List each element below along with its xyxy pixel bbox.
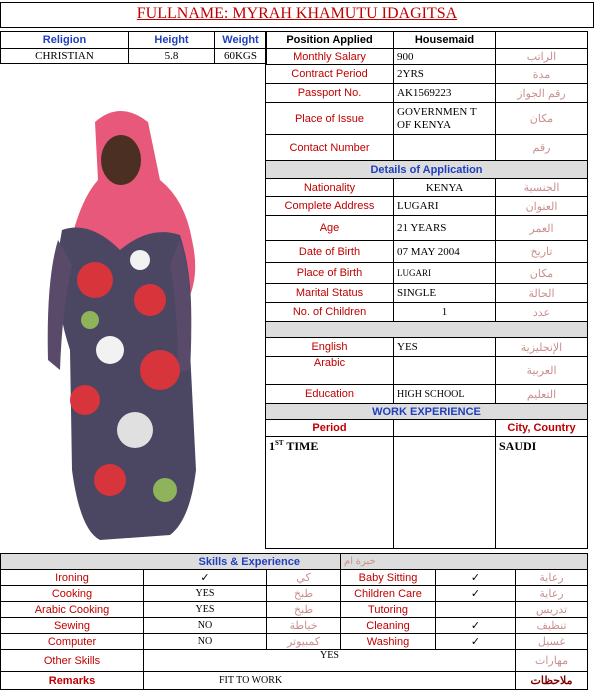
skill-tutoring-label: Tutoring: [341, 602, 436, 618]
skill-ironing-value: ✓: [144, 570, 267, 586]
english-label: English: [266, 338, 394, 357]
skills-title-arabic: خبرة ام: [341, 554, 588, 570]
work-period-number: 1: [269, 439, 275, 453]
other-skills-label: Other Skills: [1, 650, 144, 672]
dob-arabic: تاريخ: [496, 241, 588, 263]
dob-value: 07 MAY 2004: [394, 241, 496, 263]
skill-sewing-label: Sewing: [1, 618, 144, 634]
remarks-label: Remarks: [1, 672, 144, 690]
pob-label: Place of Birth: [266, 263, 394, 284]
position-label: Position Applied: [266, 32, 394, 49]
english-arabic: الإنجليزية: [496, 338, 588, 357]
passport-value: AK1569223: [394, 84, 496, 103]
details-table: [265, 31, 588, 549]
children-value: 1: [394, 303, 496, 322]
education-value: HIGH SCHOOL: [394, 385, 496, 404]
children-arabic: عدد: [496, 303, 588, 322]
applicant-photo: [0, 50, 262, 550]
english-value: YES: [394, 338, 496, 357]
skill-ironing-label: Ironing: [1, 570, 144, 586]
skill-tutoring-value: [436, 602, 516, 618]
skill-childcare-arabic: رعاية: [516, 586, 588, 602]
arabic-arabic: العربية: [496, 357, 588, 385]
city-country-label: City, Country: [496, 420, 588, 437]
skill-childcare-label: Children Care: [341, 586, 436, 602]
work-period-sup: ST: [275, 439, 284, 447]
skill-washing-value: ✓: [436, 634, 516, 650]
remarks-value: FIT TO WORK: [144, 672, 516, 690]
arabic-label: Arabic: [266, 357, 394, 385]
address-value: LUGARI: [394, 197, 496, 216]
issue-value: GOVERNMEN T OF KENYA: [394, 103, 496, 135]
pob-arabic: مكان: [496, 263, 588, 284]
skills-title: Skills & Experience: [1, 554, 341, 570]
passport-arabic: رقم الجواز: [496, 84, 588, 103]
skill-babysitting-value: ✓: [436, 570, 516, 586]
pob-value: LUGARI: [394, 263, 496, 284]
skill-sewing-value: NO: [144, 618, 267, 634]
work-period: [266, 437, 394, 549]
issue-arabic: مكان: [496, 103, 588, 135]
skills-table: [0, 553, 588, 690]
page-title: FULLNAME: MYRAH KHAMUTU IDAGITSA: [136, 5, 458, 22]
religion-label: Religion: [1, 32, 129, 49]
skill-cleaning-arabic: تنظيف: [516, 618, 588, 634]
other-skills-arabic: مهارات: [516, 650, 588, 672]
skill-cleaning-label: Cleaning: [341, 618, 436, 634]
skill-arabic-cooking-label: Arabic Cooking: [1, 602, 144, 618]
work-location: SAUDI: [496, 437, 588, 549]
marital-arabic: الحالة: [496, 284, 588, 303]
salary-value: 900: [394, 49, 496, 65]
skill-washing-label: Washing: [341, 634, 436, 650]
skill-computer-label: Computer: [1, 634, 144, 650]
weight-value: 60KGS: [215, 49, 267, 64]
address-arabic: العنوان: [496, 197, 588, 216]
salary-label: Monthly Salary: [266, 49, 394, 65]
details-section-title: Details of Application: [266, 161, 588, 179]
dob-label: Date of Birth: [266, 241, 394, 263]
education-arabic: التعليم: [496, 385, 588, 404]
nationality-value: KENYA: [394, 179, 496, 197]
passport-label: Passport No.: [266, 84, 394, 103]
contract-arabic: مدة: [496, 65, 588, 84]
skill-computer-value: NO: [144, 634, 267, 650]
nationality-label: Nationality: [266, 179, 394, 197]
skill-babysitting-arabic: رعاية: [516, 570, 588, 586]
contract-value: 2YRS: [394, 65, 496, 84]
marital-value: SINGLE: [394, 284, 496, 303]
skill-computer-arabic: كمبيوتر: [267, 634, 341, 650]
contact-value: [394, 135, 496, 161]
work-period-text: TIME: [286, 439, 319, 453]
skill-cooking-value: YES: [144, 586, 267, 602]
children-label: No. of Children: [266, 303, 394, 322]
issue-label: Place of Issue: [266, 103, 394, 135]
position-value: Housemaid: [394, 32, 496, 49]
contract-label: Contract Period: [266, 65, 394, 84]
skill-babysitting-label: Baby Sitting: [341, 570, 436, 586]
arabic-value: [394, 357, 496, 385]
salary-arabic: الراتب: [496, 49, 588, 65]
skill-tutoring-arabic: تدريس: [516, 602, 588, 618]
remarks-arabic: ملاحظات: [516, 672, 588, 690]
address-label: Complete Address: [266, 197, 394, 216]
contact-label: Contact Number: [266, 135, 394, 161]
spacer-row: [266, 322, 588, 338]
skill-cleaning-value: ✓: [436, 618, 516, 634]
skill-washing-arabic: غسيل: [516, 634, 588, 650]
skill-arabic-cooking-value: YES: [144, 602, 267, 618]
other-skills-value: YES: [144, 650, 516, 672]
nationality-arabic: الجنسية: [496, 179, 588, 197]
skill-arabic-cooking-arabic: طبخ: [267, 602, 341, 618]
weight-label: Weight: [215, 32, 267, 49]
skill-sewing-arabic: خياطة: [267, 618, 341, 634]
skill-cooking-label: Cooking: [1, 586, 144, 602]
contact-arabic: رقم: [496, 135, 588, 161]
skill-ironing-arabic: كي: [267, 570, 341, 586]
height-label: Height: [129, 32, 215, 49]
skill-childcare-value: ✓: [436, 586, 516, 602]
age-value: 21 YEARS: [394, 216, 496, 241]
height-value: 5.8: [129, 49, 215, 64]
period-label: Period: [266, 420, 394, 437]
education-label: Education: [266, 385, 394, 404]
work-experience-title: WORK EXPERIENCE: [266, 404, 588, 420]
religion-value: CHRISTIAN: [1, 49, 129, 64]
skill-cooking-arabic: طبخ: [267, 586, 341, 602]
age-label: Age: [266, 216, 394, 241]
marital-label: Marital Status: [266, 284, 394, 303]
age-arabic: العمر: [496, 216, 588, 241]
